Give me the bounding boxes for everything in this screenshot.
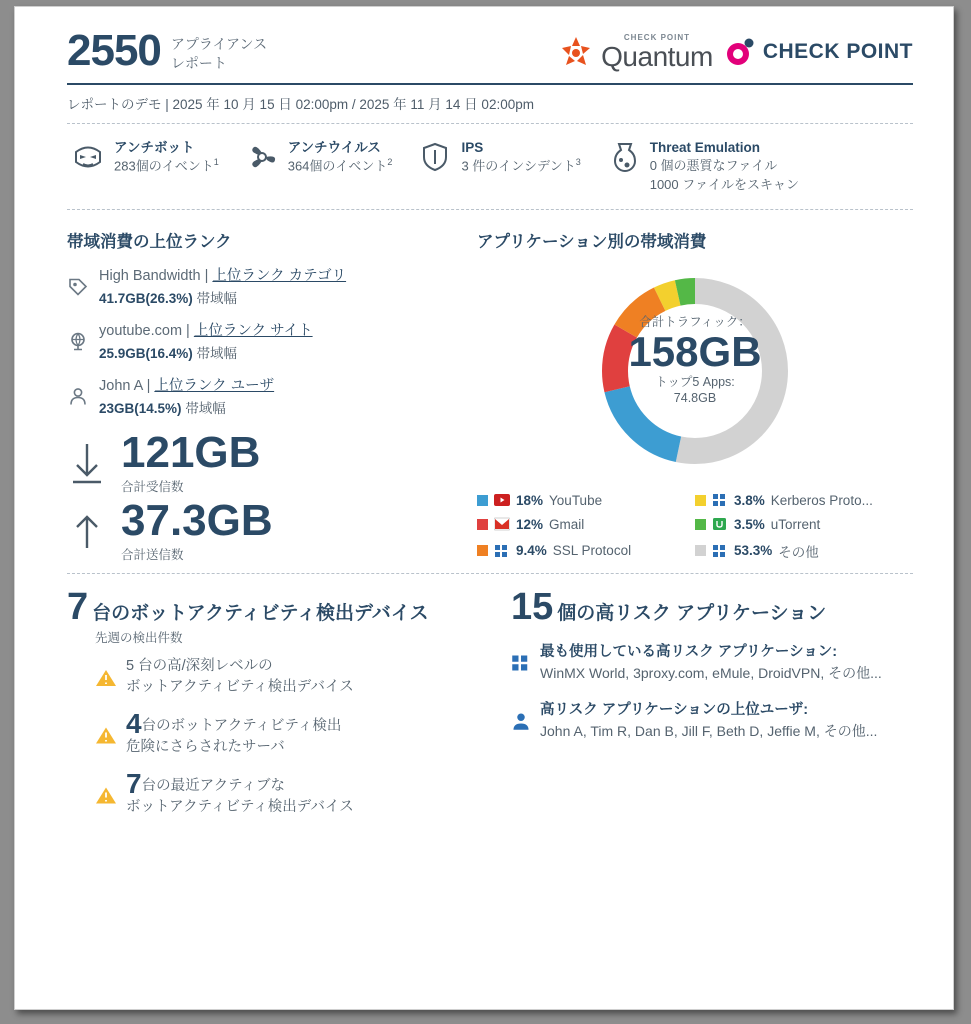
meta-divider: [67, 123, 913, 124]
legend-swatch: [477, 495, 488, 506]
warning-icon: [95, 771, 117, 818]
total-upload: [67, 495, 457, 563]
bandwidth-value: 25.9GB(16.4%): [99, 345, 193, 361]
bottom-divider: [67, 573, 913, 574]
threat-title: アンチボット: [114, 140, 195, 155]
total-download: [67, 427, 457, 495]
legend-item-youtube: [477, 493, 695, 508]
high-risk-users-title: 高リスク アプリケーションの上位ユーザ:: [540, 701, 809, 718]
bot-warning-text: [126, 656, 354, 698]
app-grid-icon: [511, 640, 531, 684]
threat-title: IPS: [461, 140, 484, 155]
app-grid-icon: [712, 544, 728, 558]
bandwidth-item-site: [67, 319, 457, 362]
bot-headline: 台のボットアクティビティ検出デバイス: [92, 602, 429, 624]
ips-shield-icon: [418, 140, 452, 174]
legend-pct: 3.8%: [734, 492, 765, 508]
bot-subtitle: 先週の検出件数: [95, 630, 183, 645]
threat-emulation: [607, 140, 799, 195]
bot-warning-line1: [126, 767, 354, 799]
report-meta: レポートのデモ | 2025 年 10 月 15 日 02:00pm / 2025 年 11 月 14 日 02:00pm: [67, 97, 534, 112]
donut-top5-label: トップ5 Apps:: [655, 374, 735, 389]
legend-swatch: [695, 519, 706, 530]
warning-icon: [95, 711, 117, 758]
header-title-group: [67, 26, 268, 75]
bandwidth-unit: 帯域幅: [196, 290, 238, 306]
legend-label: YouTube: [549, 492, 603, 508]
legend-swatch: [695, 495, 706, 506]
quantum-mark-icon: [559, 35, 593, 69]
bot-warning-line2: ボットアクティビティ検出デバイス: [126, 678, 354, 695]
apps-donut-chart: [565, 264, 825, 479]
bot-activity-heading: [67, 585, 487, 628]
bot-warning-line1: [126, 707, 342, 739]
threat-sub-sup: 1: [213, 156, 219, 167]
high-risk-apps-body: WinMX World, 3proxy.com, eMule, DroidVPN, その他...: [540, 664, 882, 681]
legend-label: その他: [778, 544, 819, 560]
totals-group: [67, 427, 457, 563]
checkpoint-wordmark: CHECK POINT: [762, 40, 913, 63]
legend-label: SSL Protocol: [552, 543, 632, 559]
donut-total-value: 158GB: [628, 327, 762, 375]
high-risk-count: 15: [511, 585, 554, 628]
bandwidth-item-user: [67, 374, 457, 417]
legend-swatch: [477, 519, 488, 530]
threat-sub-sup: 2: [387, 156, 393, 167]
total-upload-value: 37.3GB: [121, 495, 273, 545]
youtube-icon: [494, 493, 510, 507]
user-icon: [511, 698, 531, 742]
high-risk-heading: [511, 585, 913, 628]
tag-icon: [67, 264, 89, 307]
threat-sub-sup: 3: [575, 156, 581, 167]
legend-item-other: [695, 541, 913, 561]
bot-warning-number: 4: [126, 707, 142, 739]
donut-center-labels: [565, 312, 825, 408]
bandwidth-line1: John A | 上位ランク ユーザ: [99, 377, 275, 394]
bandwidth-name: John A: [99, 377, 143, 394]
apps-column: [477, 228, 913, 567]
high-risk-users-body: John A, Tim R, Dan B, Jill F, Beth D, Jeffie M, その他...: [540, 722, 878, 739]
legend-label: Gmail: [549, 516, 585, 532]
bandwidth-line1: youtube.com | 上位ランク サイト: [99, 322, 313, 339]
globe-icon: [67, 319, 89, 362]
bot-activity-column: [67, 585, 487, 831]
appliance-subtitle: [171, 29, 267, 73]
utorrent-icon: [712, 517, 728, 531]
bandwidth-line1: High Bandwidth | 上位ランク カテゴリ: [99, 267, 347, 284]
bot-warning-2: [67, 707, 487, 758]
threat-sub2: 1000 ファイルをスキャン: [649, 177, 799, 193]
bandwidth-unit: 帯域幅: [196, 345, 238, 361]
appliance-subtitle-line2: レポート: [170, 54, 227, 71]
bandwidth-line2: [99, 397, 274, 417]
brand-logos: [559, 29, 913, 71]
report-header: [67, 26, 913, 75]
apps-title: アプリケーション別の帯域消費: [477, 232, 707, 251]
download-arrow-icon: [67, 440, 107, 486]
total-download-value: 121GB: [121, 427, 261, 477]
bandwidth-link[interactable]: 上位ランク カテゴリ: [212, 267, 347, 284]
bandwidth-line2: [99, 342, 313, 362]
bandwidth-line2: [99, 287, 346, 307]
high-risk-apps-title: 最も使用している高リスク アプリケーション:: [540, 643, 838, 660]
threat-sub-text: 364個のイベント: [287, 157, 388, 173]
upload-arrow-icon: [67, 508, 107, 554]
bandwidth-item-category: [67, 264, 457, 307]
bandwidth-name: High Bandwidth: [99, 267, 201, 284]
bandwidth-name: youtube.com: [99, 322, 183, 339]
bot-warning-line1: 5 台の高/深刻レベルの: [126, 657, 273, 674]
legend-item-gmail: [477, 517, 695, 532]
high-risk-users-item: [511, 698, 913, 742]
bot-warning-number: 7: [126, 767, 142, 799]
high-risk-column: [501, 585, 913, 831]
threat-anti-bot: [71, 140, 219, 195]
app-grid-icon: [494, 544, 510, 558]
brand-tag: CHECK POINT: [623, 33, 691, 42]
legend-label: uTorrent: [770, 516, 821, 532]
legend-swatch: [695, 545, 706, 556]
appliance-model: 2550: [67, 26, 161, 75]
user-icon: [67, 374, 89, 417]
bot-warning-line1-text: 台の最近アクティブな: [141, 777, 285, 794]
legend-pct: 9.4%: [516, 543, 547, 559]
legend-item-kerberos: [695, 493, 913, 508]
bandwidth-unit: 帯域幅: [185, 400, 226, 416]
gmail-icon: [494, 517, 510, 531]
bot-warning-3: [67, 767, 487, 818]
anti-virus-icon: [245, 140, 279, 174]
donut-top5-value: 74.8GB: [673, 391, 717, 406]
legend-pct: 18%: [516, 492, 544, 508]
legend-pct: 12%: [516, 516, 544, 532]
bandwidth-value: 23GB(14.5%): [99, 400, 182, 416]
bandwidth-title: 帯域消費の上位ランク: [67, 232, 232, 251]
threat-ips: [418, 140, 580, 195]
appliance-subtitle-line1: アプライアンス: [170, 36, 268, 52]
report-sheet: [14, 6, 954, 1010]
threat-sub-text: 3 件のインシデント: [461, 157, 576, 173]
threat-title: Threat Emulation: [649, 140, 760, 155]
threat-divider: [67, 209, 913, 210]
bot-warning-line2: 危険にさらされたサーバ: [126, 738, 285, 755]
high-risk-headline: 個の高リスク アプリケーション: [557, 602, 827, 624]
threat-summary-row: [67, 138, 913, 203]
bot-warning-line1-text: 台のボットアクティビティ検出: [141, 717, 342, 734]
high-risk-apps-item: [511, 640, 913, 684]
mid-section: [67, 224, 913, 567]
bot-count: 7: [67, 585, 89, 628]
bottom-section: [67, 585, 913, 831]
threat-sub: [461, 156, 580, 176]
quantum-logo: [559, 33, 713, 71]
legend-item-utorrent: [695, 517, 913, 532]
threat-anti-virus: [245, 140, 393, 195]
bot-warning-1: [67, 656, 487, 698]
apps-legend: [477, 493, 913, 561]
bot-warning-line2: ボットアクティビティ検出デバイス: [126, 798, 354, 815]
warning-icon: [95, 656, 117, 698]
checkpoint-logo: [725, 37, 913, 67]
threat-sub: 0 個の悪質なファイル: [649, 157, 778, 173]
bandwidth-column: [67, 228, 457, 567]
threat-emulation-icon: [607, 140, 641, 174]
checkpoint-mark-icon: [725, 37, 755, 67]
header-rule: [67, 83, 913, 85]
legend-label: Kerberos Proto...: [770, 492, 873, 508]
legend-swatch: [477, 545, 488, 556]
threat-sub-text: 283個のイベント: [114, 157, 214, 173]
bot-warning-text: [126, 767, 354, 818]
legend-pct: 3.5%: [734, 516, 765, 532]
legend-item-ssl: [477, 541, 695, 561]
total-download-label: 合計受信数: [121, 479, 184, 494]
donut-total-label: 合計トラフィック：: [639, 314, 751, 329]
app-grid-icon: [712, 493, 728, 507]
bot-warning-text: [126, 707, 342, 758]
bandwidth-value: 41.7GB(26.3%): [99, 290, 193, 306]
threat-title: アンチウイルス: [287, 140, 381, 155]
threat-sub: [288, 156, 393, 176]
anti-bot-icon: [71, 140, 105, 174]
total-upload-label: 合計送信数: [121, 547, 184, 562]
bandwidth-link[interactable]: 上位ランク サイト: [193, 322, 313, 339]
quantum-wordmark: Quantum: [601, 41, 713, 72]
legend-pct: 53.3%: [734, 543, 773, 559]
threat-sub: [114, 156, 219, 176]
bandwidth-link[interactable]: 上位ランク ユーザ: [154, 377, 275, 394]
